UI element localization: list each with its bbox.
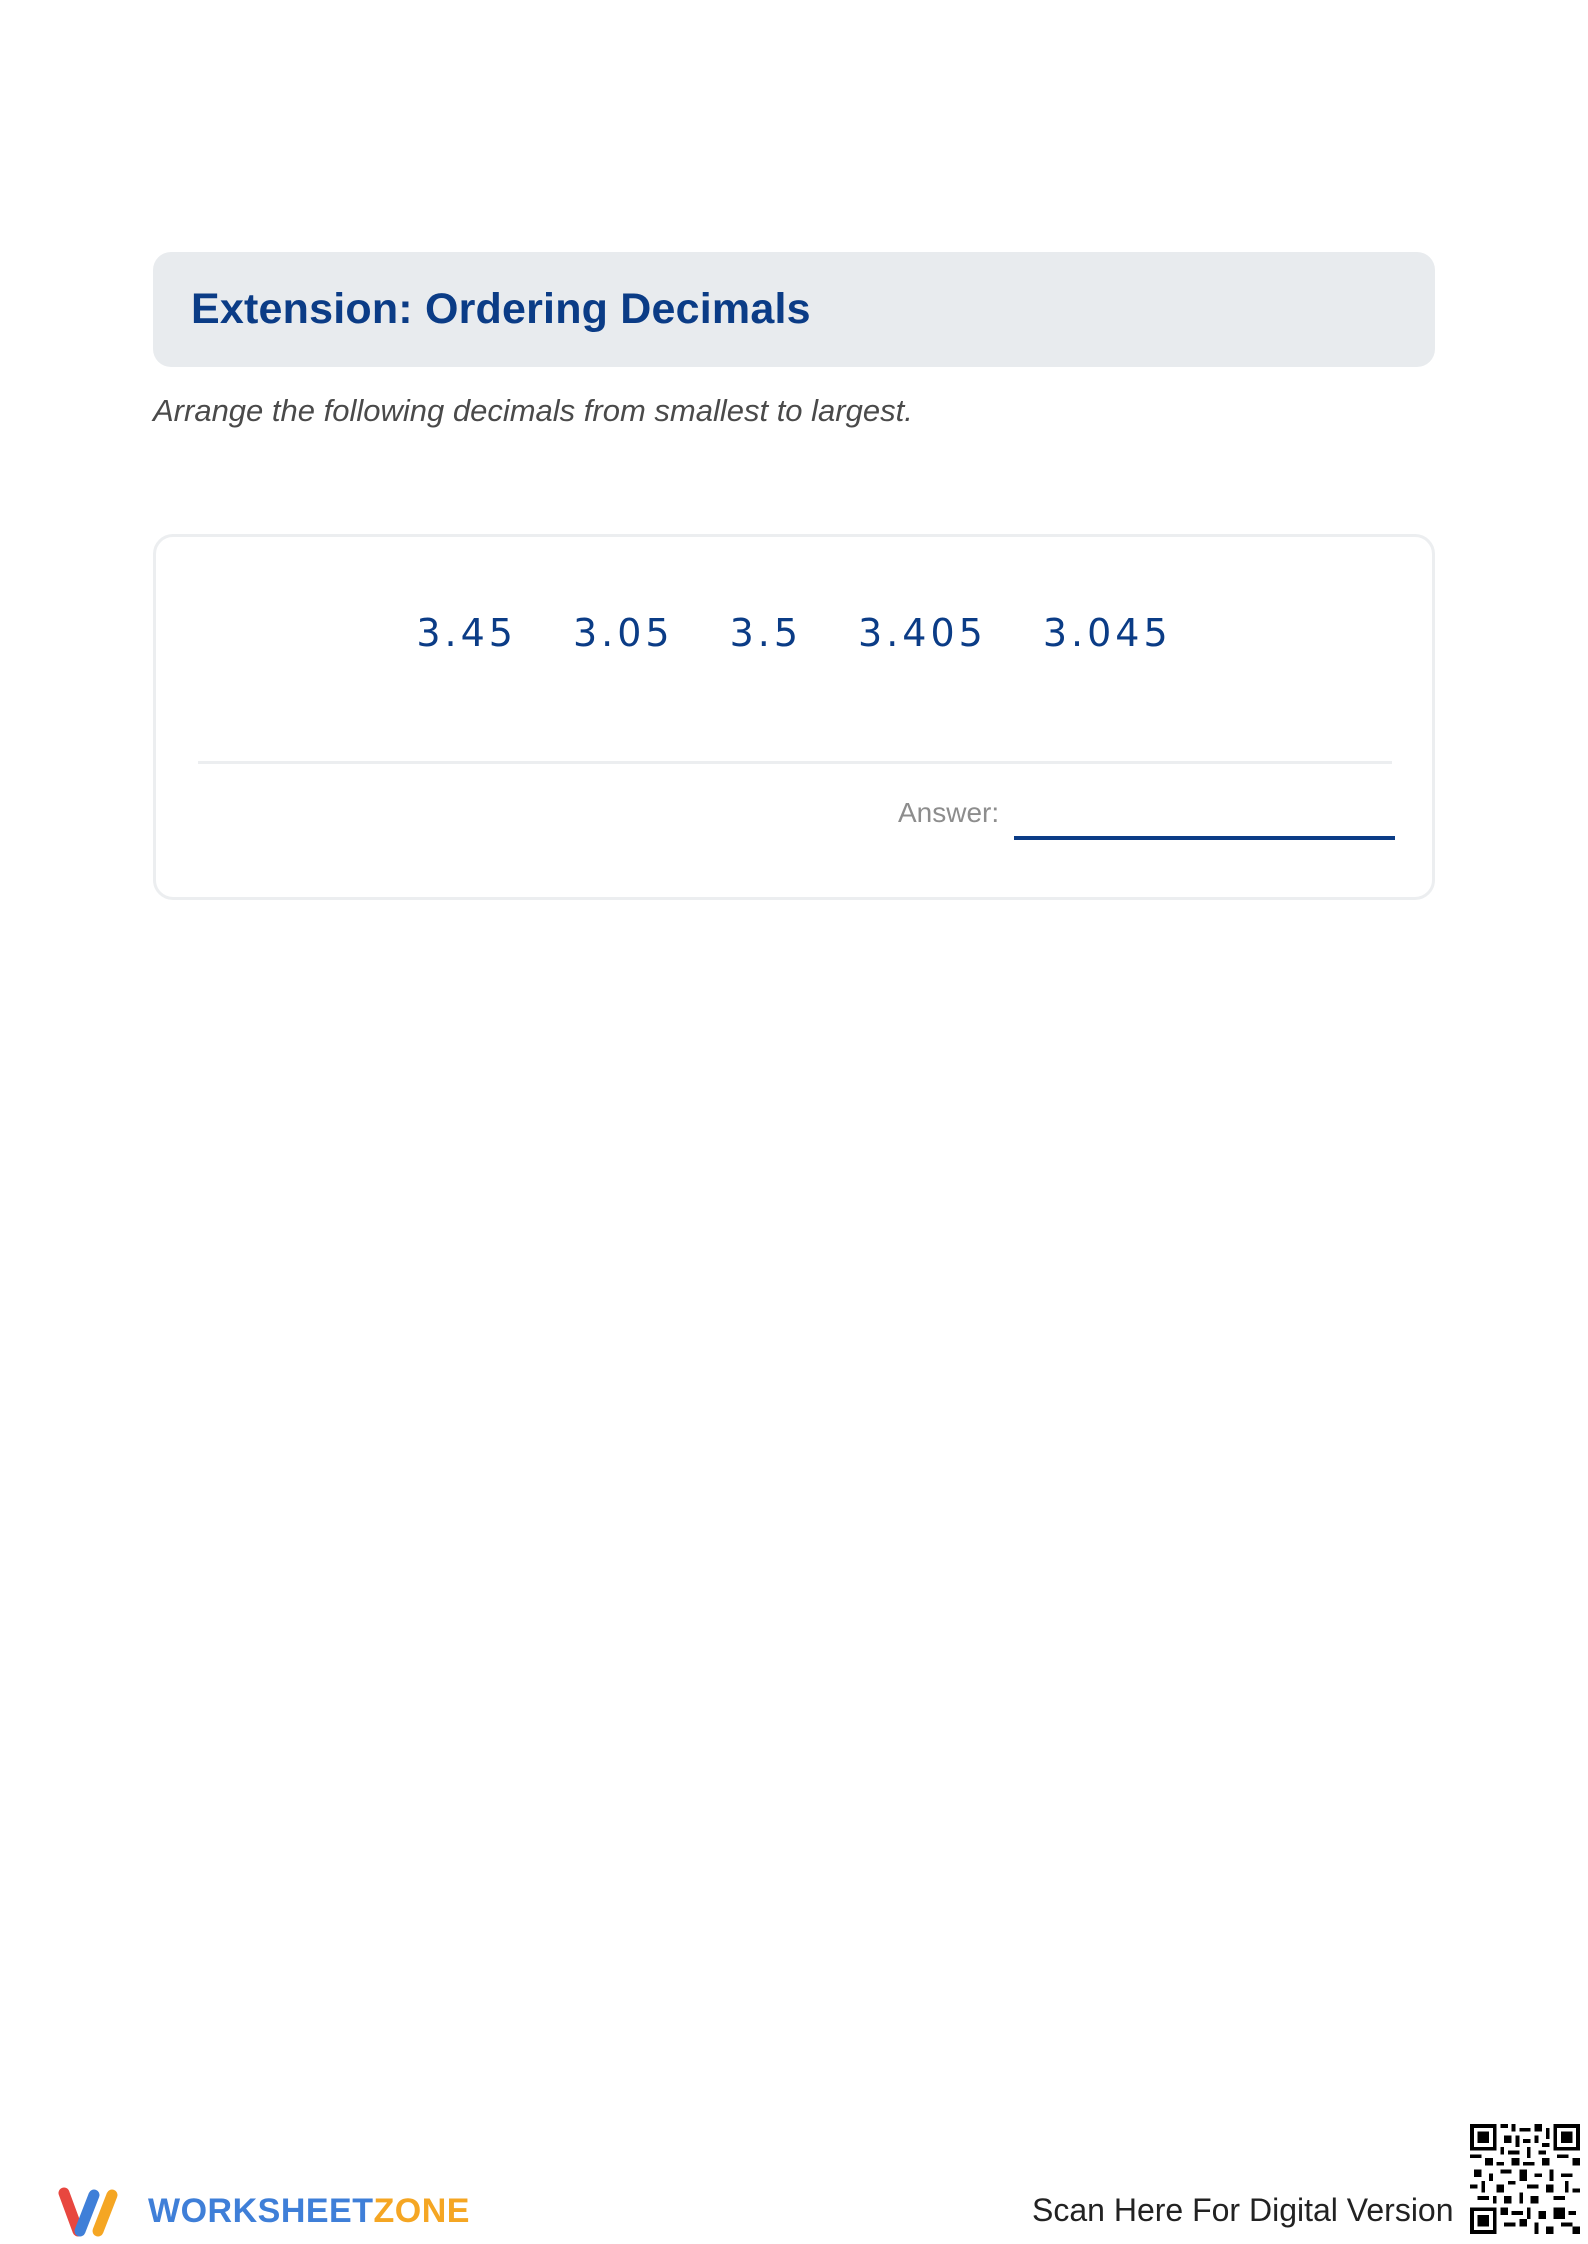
answer-label: Answer:	[898, 797, 1000, 828]
decimal-item: 3.045	[1042, 611, 1172, 655]
qr-code-icon	[1470, 2124, 1580, 2234]
brand-logo	[58, 2183, 470, 2239]
instructions-text: Arrange the following decimals from smallest to largest.	[153, 393, 913, 428]
decimal-item: 3.405	[858, 611, 987, 655]
divider	[198, 761, 1392, 764]
decimal-list	[156, 611, 1432, 655]
decimal-item: 3.5	[729, 611, 803, 655]
brand-name	[148, 2192, 470, 2231]
brand-name-part1: WORKSHEET	[148, 2191, 374, 2230]
decimal-item: 3.05	[572, 611, 674, 655]
brand-name-part2: ZONE	[373, 2191, 470, 2230]
worksheetzone-logo-icon	[58, 2183, 136, 2239]
scan-text: Scan Here For Digital Version	[1032, 2192, 1454, 2228]
problem-card	[153, 534, 1435, 900]
page-title: Extension: Ordering Decimals	[191, 285, 811, 333]
title-banner	[153, 252, 1435, 367]
decimal-item: 3.45	[416, 611, 517, 655]
answer-field[interactable]	[1014, 836, 1395, 840]
